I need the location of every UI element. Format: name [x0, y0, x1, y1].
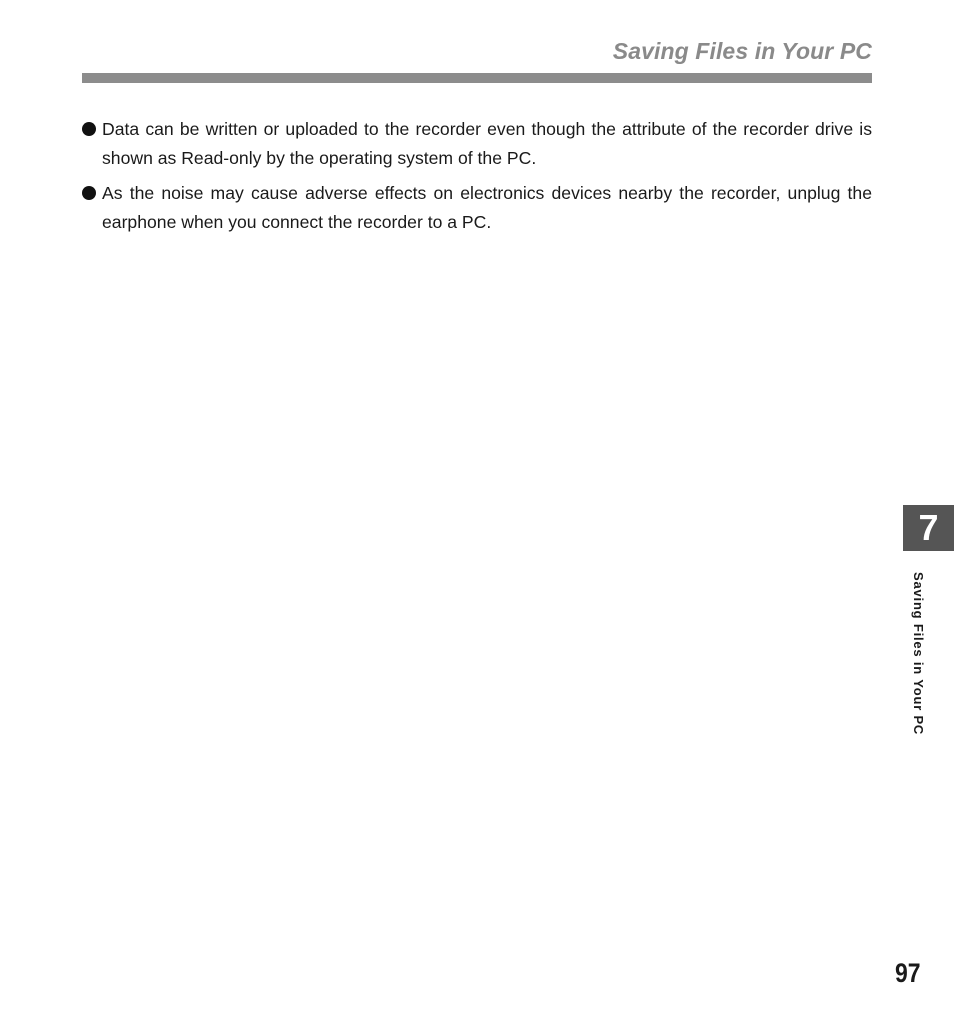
note-item: [82, 179, 872, 237]
bullet-icon: [82, 122, 96, 136]
notes-list: [82, 115, 872, 243]
page-number: 97: [895, 958, 921, 988]
chapter-tab: 7: [903, 505, 954, 551]
chapter-side-label: Saving Files in Your PC: [911, 572, 926, 736]
section-title: Saving Files in Your PC: [612, 38, 872, 64]
note-text: As the noise may cause adverse effects on electronics devices nearby the recorder, unplug the earphone when you connect the recorder to a PC.: [102, 183, 872, 232]
header-rule: [82, 73, 872, 83]
note-text: Data can be written or uploaded to the recorder even though the attribute of the recorder drive is shown as Read-only by the operating system of the PC.: [102, 119, 872, 168]
note-item: [82, 115, 872, 173]
bullet-icon: [82, 186, 96, 200]
